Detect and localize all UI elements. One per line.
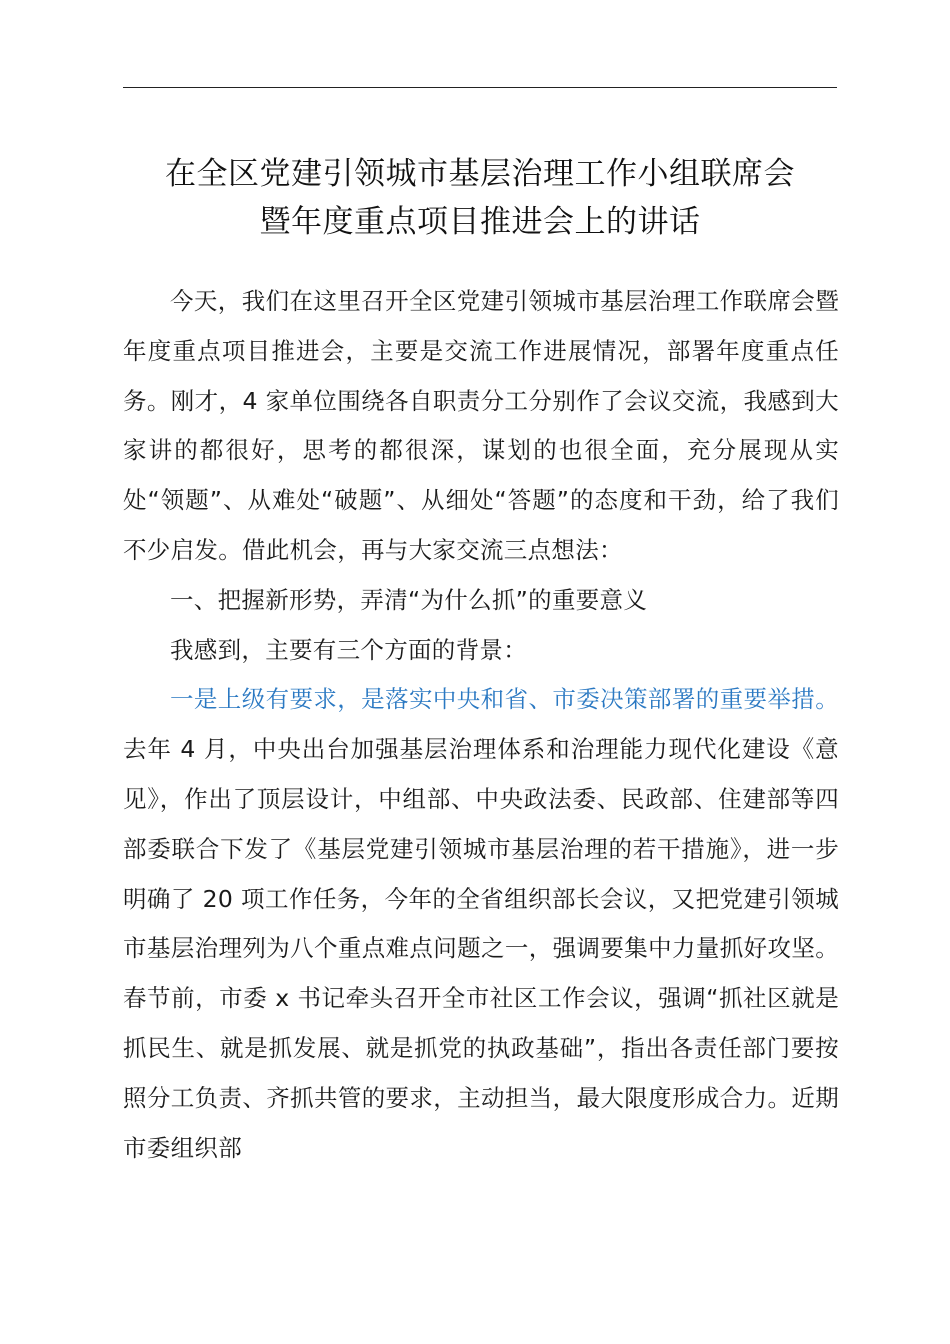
paragraph-intro: 今天，我们在这里召开全区党建引领城市基层治理工作联席会暨年度重点项目推进会，主要是交流工作进展情况，部署年度重点任务。刚才，4 家单位围绕各自职责分工分别作了会议交流，我感到大家讲的都很好，思考的都很深，谋划的也很全面，充分展现从实处“领题”、从难处“破题”、从细处“答题”的态度和干劲，给了我们不少启发。借此机会，再与大家交流三点想法： xyxy=(123,287,839,564)
header-rule xyxy=(123,87,837,88)
document-body xyxy=(123,277,839,1173)
title-line-2: 暨年度重点项目推进会上的讲话 xyxy=(259,204,701,240)
point-1-body: 去年 4 月，中央出台加强基层治理体系和治理能力现代化建设《意见》，作出了顶层设计，中组部、中央政法委、民政部、住建部等四部委联合下发了《基层党建引领城市基层治理的若干措施》，进一步明确了 20 项工作任务，今年的全省组织部长会议，又把党建引领城市基层治理列为八个重点难点问题之一，强调要集中力量抓好攻坚。春节前，市委 x 书记牵头召开全市社区工作会议，强调“抓社区就是抓民生、就是抓发展、就是抓党的执政基础”，指出各责任部门要按照分工负责、齐抓共管的要求，主动担当，最大限度形成合力。近期市委组织部 xyxy=(123,735,839,1162)
point-1-lead: 一是上级有要求，是落实中央和省、市委决策部署的重要举措。 xyxy=(170,685,839,714)
paragraph-point-1 xyxy=(123,675,839,1173)
title-line-1: 在全区党建引领城市基层治理工作小组联席会 xyxy=(165,156,795,192)
section-heading-1: 一、把握新形势，弄清“为什么抓”的重要意义 xyxy=(170,585,648,614)
paragraph-background: 我感到，主要有三个方面的背景： xyxy=(170,635,527,664)
document-title xyxy=(100,150,860,246)
